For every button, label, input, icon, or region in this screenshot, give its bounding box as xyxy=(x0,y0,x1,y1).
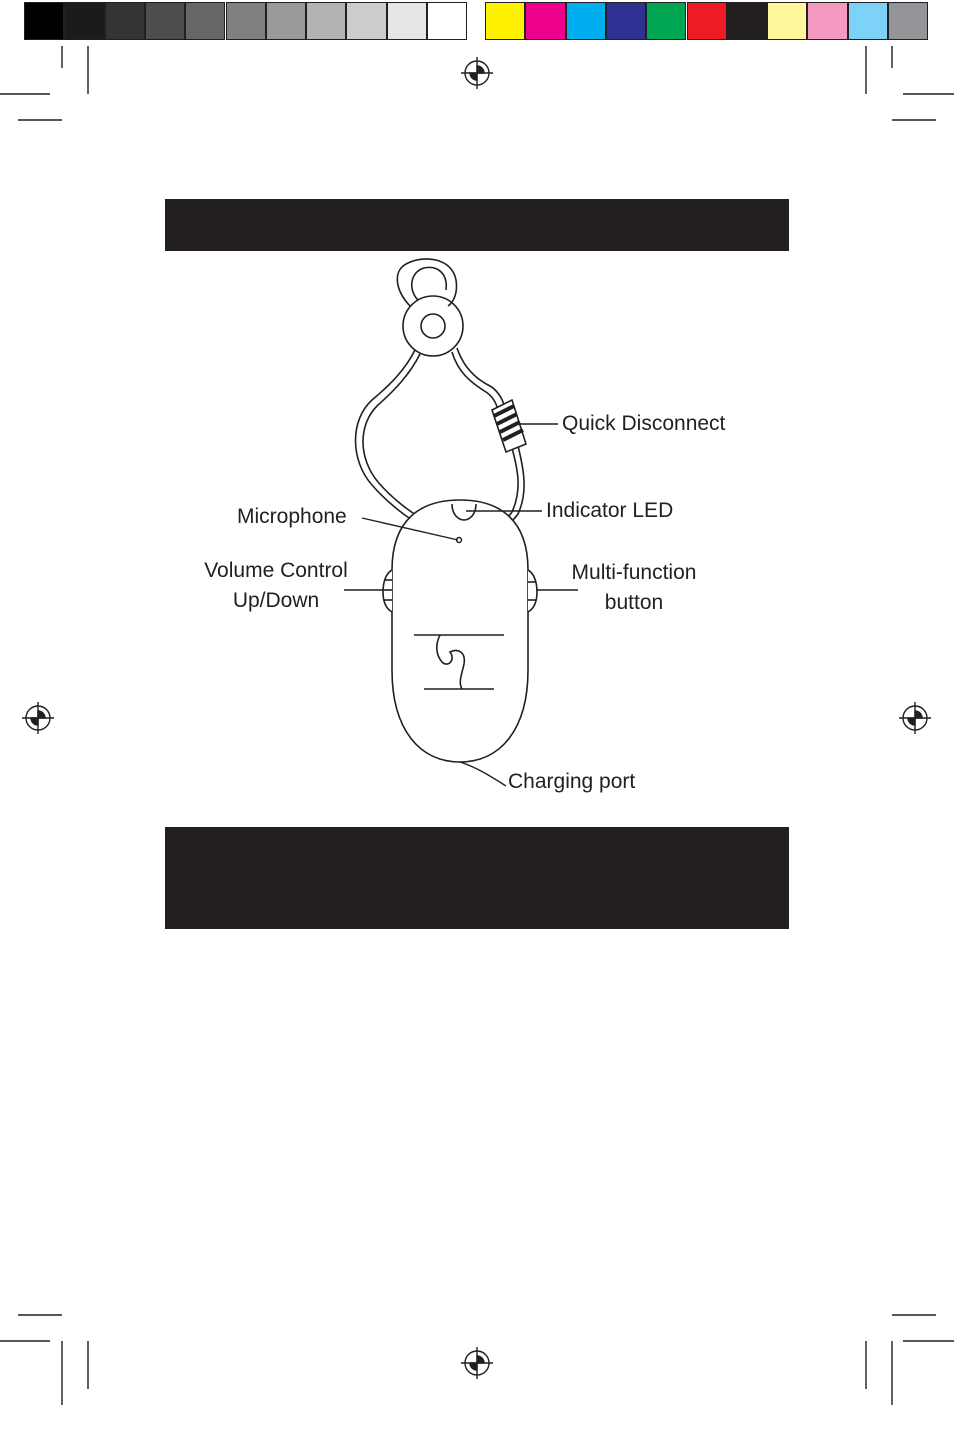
multi-function-button xyxy=(528,570,537,612)
earbud xyxy=(397,259,463,356)
volume-control-label xyxy=(186,556,366,616)
charging-port-label: Charging port xyxy=(508,770,636,793)
registration-mark-bottom xyxy=(461,1347,493,1379)
microphone-label: Microphone xyxy=(237,505,347,528)
registration-mark-right xyxy=(899,702,931,734)
earbud-cable xyxy=(356,348,525,528)
volume-control-label-line2: Up/Down xyxy=(232,589,320,612)
quick-disconnect-connector xyxy=(492,400,526,452)
indicator-led-label: Indicator LED xyxy=(546,499,674,522)
volume-rocker xyxy=(383,570,392,612)
multi-function-label-line2: button xyxy=(604,591,664,614)
registration-mark-left xyxy=(22,702,54,734)
registration-mark-top xyxy=(461,57,493,89)
multi-function-label-line1: Multi-function xyxy=(571,561,697,584)
volume-control-label-line1: Volume Control xyxy=(204,559,348,582)
multi-function-label xyxy=(554,558,714,618)
quick-disconnect-label: Quick Disconnect xyxy=(562,412,726,435)
